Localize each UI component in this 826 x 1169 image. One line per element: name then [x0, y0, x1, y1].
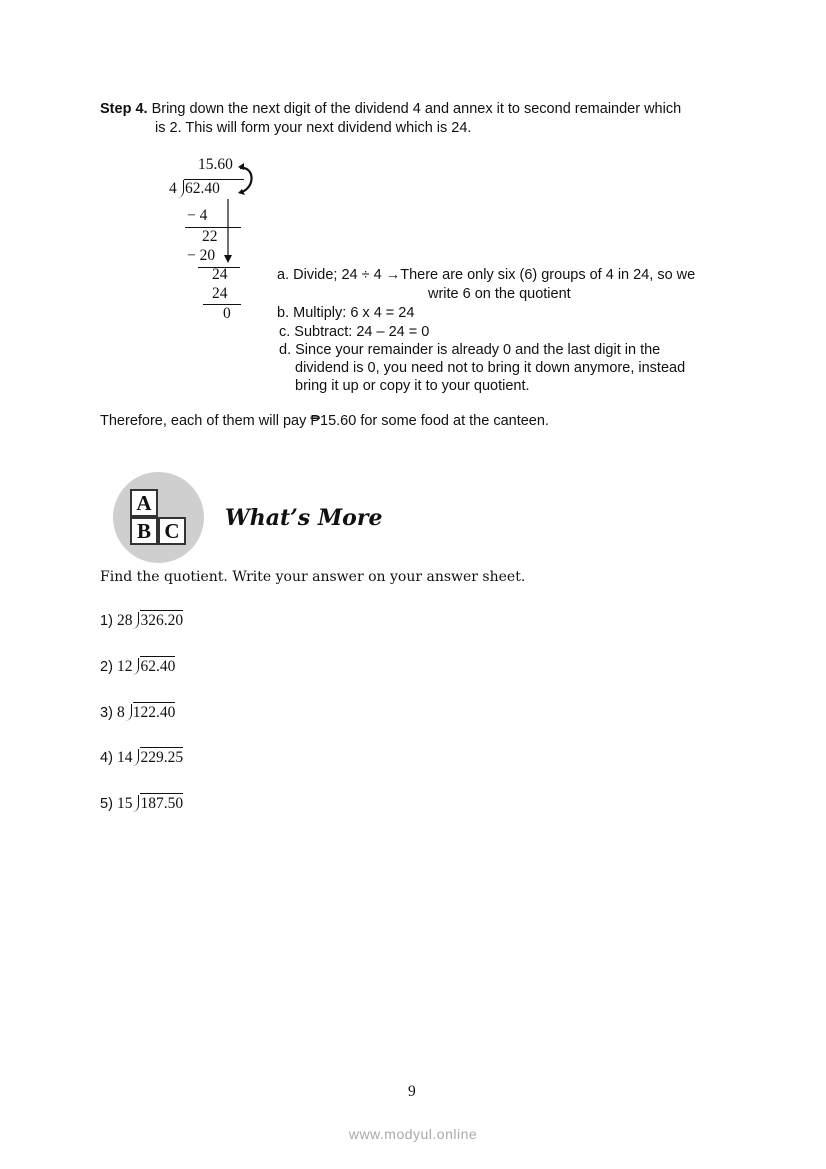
instruction-text: Find the quotient. Write your answer on your answer sheet.: [100, 569, 526, 585]
problem-divisor: 28: [116, 612, 133, 629]
explain-a-text: There are only six (6) groups of 4 in 24, so we: [400, 267, 696, 283]
section-title: What’s More: [225, 505, 383, 531]
explain-d-cont2: bring it up or copy it to your quotient.: [295, 378, 530, 394]
problem-dividend: 187.50: [140, 795, 184, 812]
subtract-step-2: − 20: [187, 247, 216, 264]
divisor: 4: [169, 180, 177, 197]
problem-dividend: 326.20: [140, 612, 184, 629]
problem-1: [100, 610, 183, 630]
curved-arrow-icon: [236, 160, 258, 200]
dividend: 62.40: [185, 180, 220, 197]
explain-c: c. Subtract: 24 – 24 = 0: [279, 324, 430, 340]
abc-blocks-icon: [113, 472, 204, 563]
problem-5: [100, 793, 183, 813]
division-expression: [117, 610, 183, 630]
problem-3: [100, 702, 175, 722]
explain-a-label: a. Divide; 24 ÷ 4: [277, 267, 382, 283]
division-bracket: [177, 180, 184, 198]
quotient: 15.60: [198, 156, 233, 173]
explain-d-cont: dividend is 0, you need not to bring it down anymore, instead: [295, 360, 686, 376]
rule-3: [203, 304, 241, 305]
subtract-step-3: 24: [212, 285, 228, 302]
problem-divisor: 8: [116, 704, 125, 721]
problem-2: [100, 656, 175, 676]
page-number: 9: [408, 1083, 416, 1100]
division-bracket: [132, 658, 139, 675]
dividend-24: 24: [212, 266, 228, 283]
explain-a: [277, 267, 695, 283]
problem-number: 3): [100, 705, 113, 721]
block-b: B: [130, 517, 158, 545]
block-a: A: [130, 489, 158, 517]
problem-dividend: 62.40: [140, 658, 176, 675]
explain-d: d. Since your remainder is already 0 and the last digit in the: [279, 342, 661, 358]
problem-number: 5): [100, 796, 113, 812]
watermark: www.modyul.online: [348, 1126, 478, 1142]
problem-number: 4): [100, 750, 113, 766]
division-bracket: [132, 749, 139, 766]
division-expression: [117, 656, 175, 676]
division-bracket: [125, 704, 132, 721]
remainder-final: 0: [223, 305, 231, 322]
conclusion-text: Therefore, each of them will pay ₱15.60 for some food at the canteen.: [100, 413, 549, 429]
subtract-step-1: − 4: [187, 207, 208, 224]
division-bracket: [132, 612, 139, 629]
problem-divisor: 12: [116, 658, 133, 675]
division-bracket: [132, 795, 139, 812]
problem-dividend: 229.25: [140, 749, 184, 766]
step-text: Bring down the next digit of the dividend 4 and annex it to second remainder which: [151, 101, 682, 117]
explain-b: b. Multiply: 6 x 4 = 24: [277, 305, 415, 321]
problem-4: [100, 747, 183, 767]
division-expression: [117, 747, 183, 767]
arrow-right-icon: →: [385, 267, 401, 283]
problem-number: 1): [100, 613, 113, 629]
step-label: Step 4.: [100, 101, 148, 117]
step-4-line1: [100, 101, 681, 117]
step-4-line2: is 2. This will form your next dividend which is 24.: [155, 120, 472, 136]
problem-number: 2): [100, 659, 113, 675]
bring-down-arrow-icon: [223, 199, 233, 265]
problem-dividend: 122.40: [132, 704, 176, 721]
problem-divisor: 14: [116, 749, 133, 766]
explain-a-cont: write 6 on the quotient: [428, 286, 571, 302]
division-expression: [117, 702, 175, 722]
remainder-1: 22: [202, 228, 218, 245]
division-expression: [117, 793, 183, 813]
block-c: C: [158, 517, 186, 545]
problem-divisor: 15: [116, 795, 133, 812]
